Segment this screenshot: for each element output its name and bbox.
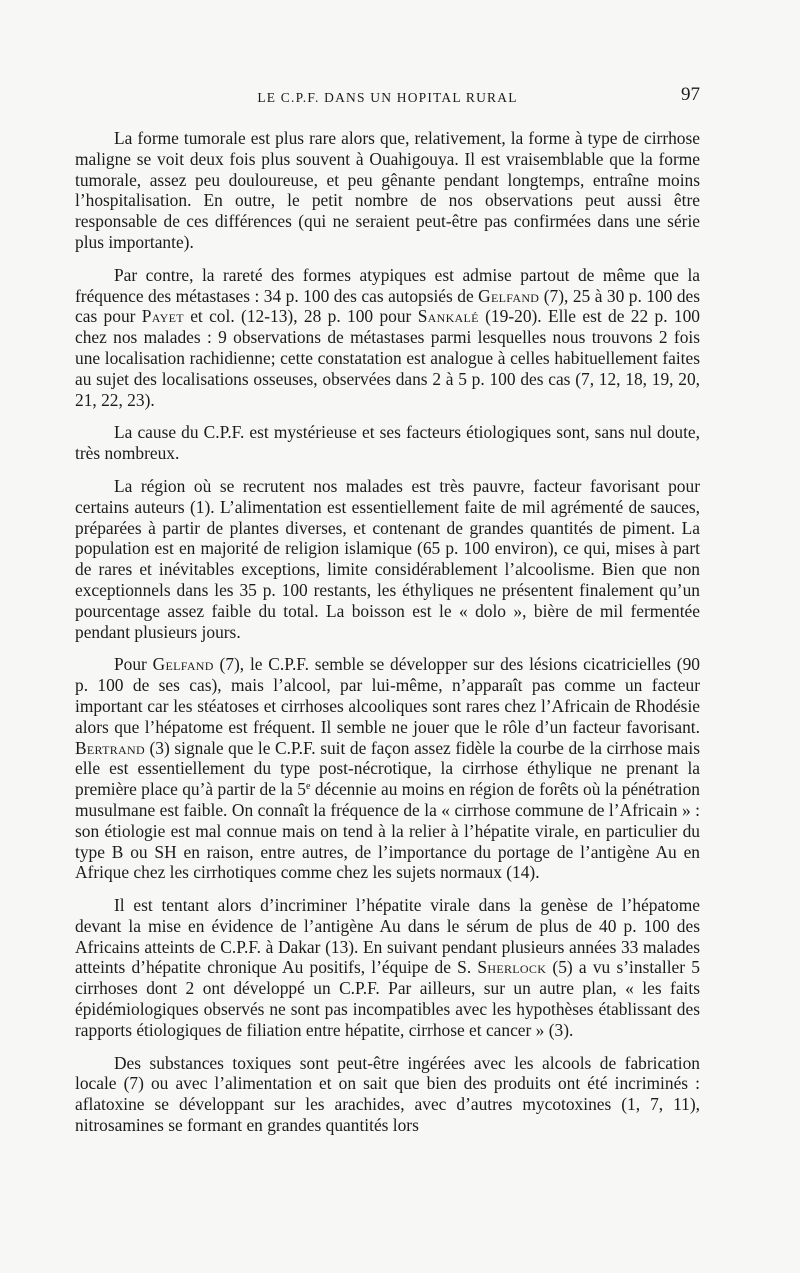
superscript: e <box>305 781 311 793</box>
paragraph-gelfand-bertrand <box>75 654 700 883</box>
page-number: 97 <box>681 84 700 105</box>
text-run: (5) a vu s’installer 5 cirrhoses dont 2 ont développé un C.P.F. Par ailleurs, sur un autre plan, « les faits épidémiologiques observés ne sont pas incompatibles avec les hypothèses établissant des rapports étiologiques de filiation entre hépatite, cirrhose et cancer » (3). <box>75 957 700 1040</box>
paragraph-cause: La cause du C.P.F. est mystérieuse et ses facteurs étiologiques sont, sans nul doute, très nombreux. <box>75 422 700 464</box>
book-page <box>75 84 700 1136</box>
text-run: (7), 25 à 30 p. 100 des cas pour <box>75 285 700 327</box>
text-run: Pour <box>114 654 153 675</box>
paragraph-viral-hepatitis <box>75 895 700 1041</box>
author-name: Sherlock <box>477 957 547 978</box>
page-header <box>75 84 700 114</box>
author-name: Gelfand <box>478 285 540 306</box>
text-run: (19-20). Elle est de 22 p. 100 chez nos malades : 9 observations de métastases parmi lesquelles nous trouvons 2 fois une localisation rachidienne; cette constatation est analogue à celles habituellement faites au sujet des localisations osseuses, observées dans 2 à 5 p. 100 des cas (7, 12, 18, 19, 20, 21, 22, 23). <box>75 306 700 410</box>
text-run: Par contre, la rareté des formes atypiques est admise partout de même que la fréquence des métastases : 34 p. 100 des cas autopsiés de <box>75 264 700 306</box>
text-run: décennie au moins en région de forêts où la pénétration musulmane est faible. On connaît la fréquence de la « cirrhose commune de l’Africain » : son étiologie est mal connue mais on tend à la relier à l’hépatite virale, en particulier du type B ou SH en raison, entre autres, de l’importance du portage de l’antigène Au en Afrique chez les cirrhotiques comme chez les sujets normaux (14). <box>75 779 700 883</box>
text-run: (3) signale que le C.P.F. suit de façon assez fidèle la courbe de la cirrhose mais elle est essentiellement du type post-nécrotique, la cirrhose éthylique ne prenant la première place qu’à partir de la 5 <box>75 737 700 800</box>
paragraph-metastases <box>75 265 700 411</box>
author-name: Payet <box>141 306 184 327</box>
running-title: LE C.P.F. DANS UN HOPITAL RURAL <box>257 90 518 105</box>
text-run: (7), le C.P.F. semble se développer sur des lésions cicatricielles (90 p. 100 de ses cas), mais l’alcool, par lui-même, n’apparaît pas comme un facteur important car les stéatoses et cirrhoses alcooliques sont rares chez l’Africain de Rhodésie alors que l’hépatome est fréquent. Il semble ne jouer que le rôle d’un facteur favorisant. <box>75 654 700 737</box>
author-name: Gelfand <box>152 654 214 675</box>
paragraph-region: La région où se recrutent nos malades est très pauvre, facteur favorisant pour certains auteurs (1). L’alimentation est essentiellement faite de mil agrémenté de sauces, préparées à partir de plantes diverses, et contenant de grandes quantités de piment. La population est en majorité de religion islamique (65 p. 100 environ), ce qui, mises à part de rares et inévitables exceptions, limite considérablement l’alcoolisme. Bien que non exceptionnels dans les 35 p. 100 restants, les éthyliques ne présentent finalement qu’un pourcentage assez faible du total. La boisson est le « dolo », bière de mil fermentée pendant plusieurs jours. <box>75 475 700 642</box>
text-run: et col. (12-13), 28 p. 100 pour <box>183 306 418 327</box>
paragraph-toxic-substances: Des substances toxiques sont peut-être ingérées avec les alcools de fabrication locale (7) ou avec l’alimentation et on sait que bien des produits ont été incriminés : aflatoxine se développant sur les arachides, avec d’autres mycotoxines (1, 7, 11), nitrosamines se formant en grandes quantités lors <box>75 1052 700 1136</box>
paragraph-tumoral-form: La forme tumorale est plus rare alors que, relativement, la forme à type de cirrhose maligne se voit deux fois plus souvent à Ouahigouya. Il est vraisemblable que la forme tumorale, assez peu douloureuse, et peu gênante pendant longtemps, entraîne moins l’hospitalisation. En outre, le petit nombre de nos observations peut aussi être responsable de ces différences (qui ne seraient peut-être pas confirmées dans une série plus importante). <box>75 128 700 252</box>
author-name: Sankalé <box>417 306 479 327</box>
author-name: Bertrand <box>75 737 145 758</box>
text-run: Il est tentant alors d’incriminer l’hépatite virale dans la genèse de l’hépatome devant la mise en évidence de l’antigène Au dans le sérum de plus de 40 p. 100 des Africains atteints de C.P.F. à Dakar (13). En suivant pendant plusieurs années 33 malades atteints d’hépatite chronique Au positifs, l’équipe de S. <box>75 895 700 978</box>
